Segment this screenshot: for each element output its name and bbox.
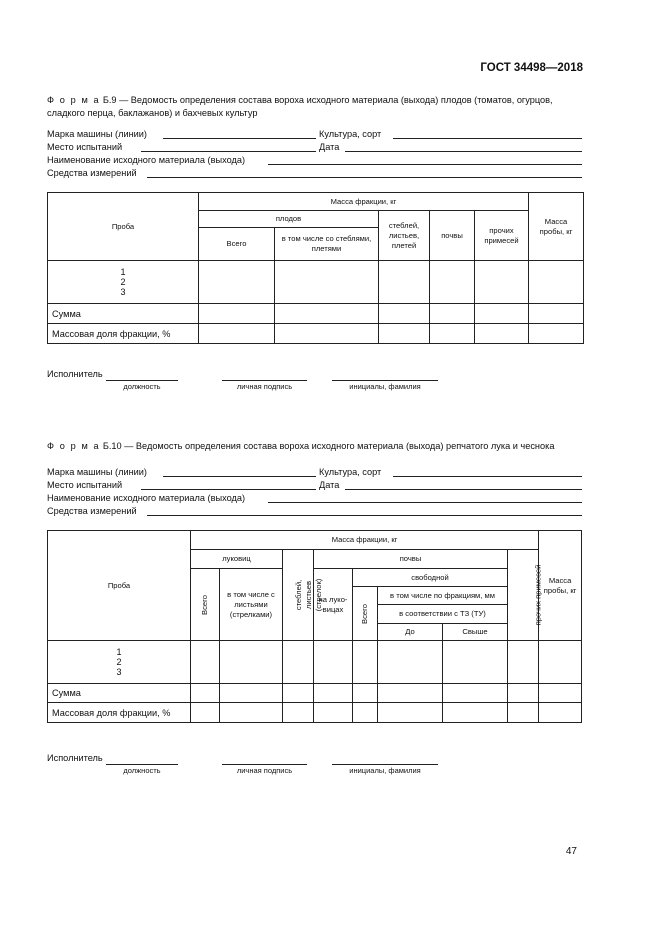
cell[interactable] xyxy=(443,641,508,684)
header-stems: стеблей, листьев (стрелок) xyxy=(283,550,314,641)
cell[interactable] xyxy=(539,703,582,723)
document-code: ГОСТ 34498—2018 xyxy=(480,62,583,74)
material-field[interactable] xyxy=(47,492,582,504)
machine-field[interactable] xyxy=(47,466,582,478)
header-upto: До xyxy=(378,624,443,641)
culture-label: Культура, сорт xyxy=(319,129,382,139)
cell[interactable] xyxy=(220,703,283,723)
place-label: Место испытаний xyxy=(47,142,123,152)
place-label: Место испытаний xyxy=(47,480,123,490)
initials-caption: инициалы, фамилия xyxy=(349,382,421,391)
cell[interactable] xyxy=(199,261,275,304)
cell[interactable] xyxy=(508,703,539,723)
cell[interactable] xyxy=(275,261,379,304)
cell[interactable] xyxy=(539,641,582,684)
row-2-label: 2 xyxy=(116,657,122,667)
header-mass-fraction: Масса фракции, кг xyxy=(199,193,529,211)
culture-label: Культура, сорт xyxy=(319,467,382,477)
initials-line[interactable] xyxy=(332,764,438,765)
cell[interactable] xyxy=(191,684,220,703)
cell[interactable] xyxy=(475,324,529,344)
cell[interactable] xyxy=(539,684,582,703)
cell[interactable] xyxy=(508,684,539,703)
cell[interactable] xyxy=(529,261,584,304)
header-bulbs: луковиц xyxy=(191,550,283,569)
cell[interactable] xyxy=(199,324,275,344)
header-mass-fraction: Масса фракции, кг xyxy=(191,531,539,550)
culture-line[interactable] xyxy=(393,138,582,139)
row-2-label: 2 xyxy=(120,277,126,287)
position-caption: должность xyxy=(123,766,161,775)
cell[interactable] xyxy=(314,641,353,684)
date-line[interactable] xyxy=(345,151,582,152)
machine-line[interactable] xyxy=(163,138,316,139)
row-3-label: 3 xyxy=(116,667,122,677)
cell[interactable] xyxy=(220,684,283,703)
place-line[interactable] xyxy=(141,489,316,490)
cell[interactable] xyxy=(379,324,430,344)
form-b9-table xyxy=(47,192,584,344)
position-line[interactable] xyxy=(106,764,178,765)
cell[interactable] xyxy=(475,261,529,304)
header-total: Всего xyxy=(199,228,275,261)
cell[interactable] xyxy=(314,684,353,703)
means-line[interactable] xyxy=(147,515,582,516)
position-caption: должность xyxy=(123,382,161,391)
cell[interactable] xyxy=(379,304,430,324)
header-by-fraction xyxy=(378,587,508,624)
material-label: Наименование исходного материала (выхода) xyxy=(47,155,246,165)
cell[interactable] xyxy=(353,641,378,684)
cell[interactable] xyxy=(430,304,475,324)
header-stems: стеблей, листьев, плетей xyxy=(379,211,430,261)
header-other: прочих примесей xyxy=(508,550,539,641)
cell[interactable] xyxy=(378,684,443,703)
row-1-label: 1 xyxy=(116,647,122,657)
cell[interactable] xyxy=(283,684,314,703)
row-1-label: 1 xyxy=(120,267,126,277)
date-line[interactable] xyxy=(345,489,582,490)
cell[interactable] xyxy=(283,703,314,723)
material-line[interactable] xyxy=(268,502,582,503)
date-label: Дата xyxy=(319,480,340,490)
cell[interactable] xyxy=(353,703,378,723)
place-field[interactable] xyxy=(47,479,582,491)
cell[interactable] xyxy=(529,304,584,324)
cell[interactable] xyxy=(430,324,475,344)
cell[interactable] xyxy=(430,261,475,304)
by-fraction-label: в том числе по фракциям, мм xyxy=(378,587,507,605)
cell[interactable] xyxy=(283,641,314,684)
rows-cell xyxy=(48,261,199,304)
page-number: 47 xyxy=(565,846,577,857)
header-soil: почвы xyxy=(314,550,508,569)
header-above: Свыше xyxy=(443,624,508,641)
cell[interactable] xyxy=(443,684,508,703)
header-on-bulbs: на луко- вицах xyxy=(314,569,353,641)
position-line[interactable] xyxy=(106,380,178,381)
material-line[interactable] xyxy=(268,164,582,165)
share-label: Массовая доля фракции, % xyxy=(48,324,199,344)
share-label: Массовая доля фракции, % xyxy=(48,703,191,723)
sum-label: Сумма xyxy=(48,304,199,324)
means-field[interactable] xyxy=(47,167,582,179)
cell[interactable] xyxy=(508,641,539,684)
cell[interactable] xyxy=(275,324,379,344)
header-soil: почвы xyxy=(430,211,475,261)
means-label: Средства измерений xyxy=(47,506,137,516)
header-sample-mass: Масса пробы, кг xyxy=(539,531,582,641)
cell[interactable] xyxy=(379,261,430,304)
header-incl-stems: в том числе со стеблями, плетями xyxy=(275,228,379,261)
header-soil-total: Всего xyxy=(353,587,378,641)
header-fruits: плодов xyxy=(199,211,379,228)
form-number: Б.9 xyxy=(102,95,117,105)
cell[interactable] xyxy=(220,641,283,684)
cell[interactable] xyxy=(191,641,220,684)
means-line[interactable] xyxy=(147,177,582,178)
means-field[interactable] xyxy=(47,505,582,517)
signature-line[interactable] xyxy=(222,764,307,765)
cell[interactable] xyxy=(443,703,508,723)
place-line[interactable] xyxy=(141,151,316,152)
machine-field[interactable] xyxy=(47,128,582,140)
initials-caption: инициалы, фамилия xyxy=(349,766,421,775)
machine-line[interactable] xyxy=(163,476,316,477)
cell[interactable] xyxy=(191,703,220,723)
form-title-line1: — Ведомость определения состава вороха исходного материала (выхода) плодов (томатов, огурцов, xyxy=(116,95,553,105)
rows-cell xyxy=(48,641,191,684)
cell[interactable] xyxy=(314,703,353,723)
form-title: — Ведомость определения состава вороха исходного материала (выхода) репчатого лука и чеснока xyxy=(121,441,555,451)
cell[interactable] xyxy=(353,684,378,703)
form-title-line2: сладкого перца, баклажанов) и бахчевых культур xyxy=(47,108,258,118)
per-spec-label: в соответствии с ТЗ (ТУ) xyxy=(399,609,486,618)
cell[interactable] xyxy=(529,324,584,344)
header-sample: Проба xyxy=(48,193,199,261)
initials-line[interactable] xyxy=(332,380,438,381)
header-sample: Проба xyxy=(48,531,191,641)
header-sample-mass: Масса пробы, кг xyxy=(529,193,584,261)
cell[interactable] xyxy=(378,641,443,684)
machine-label: Марка машины (линии) xyxy=(47,129,147,139)
sum-label: Сумма xyxy=(48,684,191,703)
header-free: свободной xyxy=(353,569,508,587)
material-field[interactable] xyxy=(47,154,582,166)
header-total: Всего xyxy=(191,569,220,641)
form-prefix: Ф о р м а xyxy=(47,441,101,451)
row-3-label: 3 xyxy=(120,287,126,297)
header-incl-leaves: в том числе с листьями (стрелками) xyxy=(220,569,283,641)
signature-caption: личная подпись xyxy=(236,382,293,391)
form-b9-title xyxy=(47,94,587,120)
date-label: Дата xyxy=(319,142,340,152)
form-prefix: Ф о р м а xyxy=(47,95,101,105)
cell[interactable] xyxy=(378,703,443,723)
material-label: Наименование исходного материала (выхода) xyxy=(47,493,246,503)
signature-line[interactable] xyxy=(222,380,307,381)
means-label: Средства измерений xyxy=(47,168,137,178)
cell[interactable] xyxy=(475,304,529,324)
form-number: Б.10 xyxy=(102,441,122,451)
executor-label: Исполнитель xyxy=(47,753,103,763)
place-field[interactable] xyxy=(47,141,582,153)
culture-line[interactable] xyxy=(393,476,582,477)
cell[interactable] xyxy=(199,304,275,324)
header-other: прочих примесей xyxy=(475,211,529,261)
executor-label: Исполнитель xyxy=(47,369,103,379)
machine-label: Марка машины (линии) xyxy=(47,467,147,477)
form-b10-table xyxy=(47,530,582,723)
signature-caption: личная подпись xyxy=(236,766,293,775)
cell[interactable] xyxy=(275,304,379,324)
form-b10-title xyxy=(47,440,607,453)
